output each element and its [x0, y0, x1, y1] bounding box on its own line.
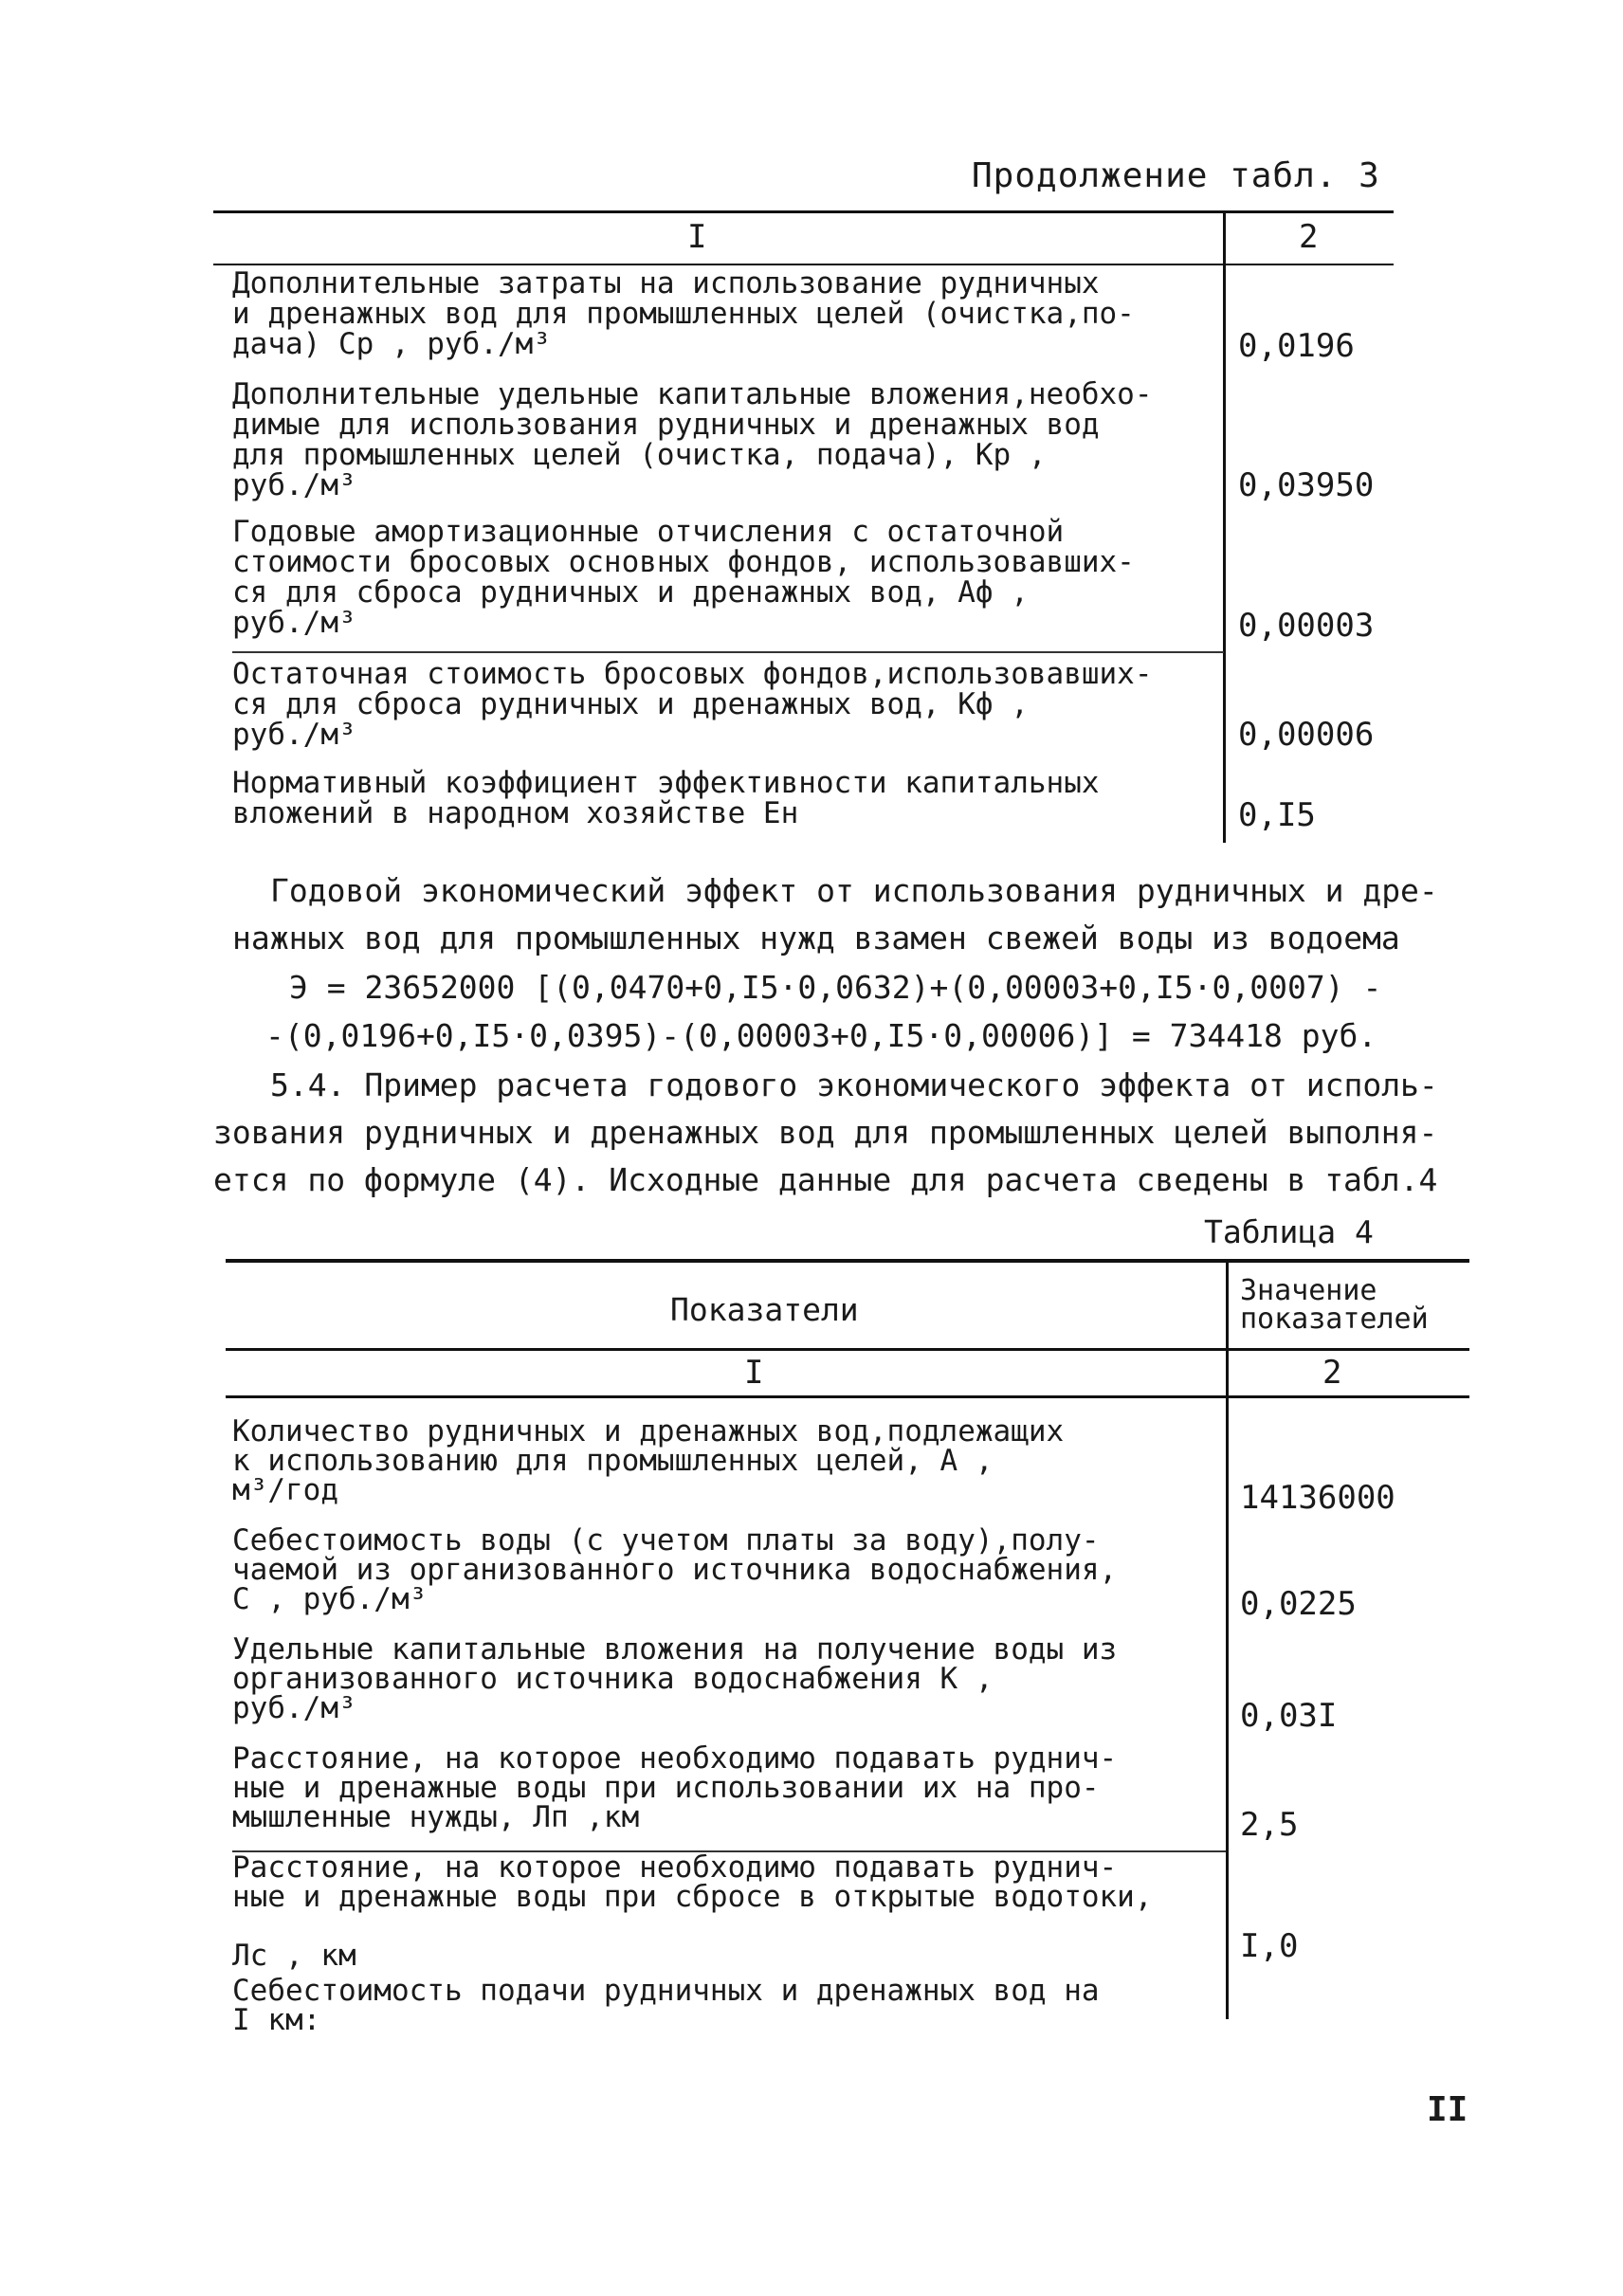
table4-row-text: Расстояние, на которое необходимо подавать руднич- ные и дренажные воды при сбросе в открытые водотоки, Лс , км — [232, 1850, 1153, 1973]
paragraph-line: нажных вод для промышленных нужд взамен свежей воды из водоема — [232, 920, 1400, 957]
table4-header-rule — [226, 1348, 1469, 1351]
table3-col2-number: 2 — [1299, 218, 1319, 256]
table4-row-text: Себестоимость подачи рудничных и дренажных вод на I км: — [232, 1974, 1100, 2037]
table4-col1-number: I — [744, 1354, 764, 1392]
table4-column-divider — [1226, 1261, 1229, 2019]
continuation-caption: Продолжение табл. 3 — [972, 156, 1380, 195]
table4-row-value: 2,5 — [1240, 1806, 1299, 1844]
table3-row-text: Дополнительные затраты на использование рудничных и дренажных вод для промышленных целей (очистка,по- дача) Cр , руб./м³ — [232, 266, 1135, 361]
table3-row-text: Годовые амортизационные отчисления с остаточной стоимости бросовых основных фондов, использовавших- ся для сброса рудничных и дренажных вод, Аф , руб./м³ — [232, 515, 1135, 640]
table4-col2-number: 2 — [1322, 1354, 1342, 1392]
table4-row-value: I,0 — [1240, 1927, 1299, 1965]
table4-header-indicator: Показатели — [670, 1291, 859, 1328]
table4-number-rule — [226, 1395, 1469, 1398]
table4-top-rule — [226, 1259, 1469, 1263]
table4-caption: Таблица 4 — [1204, 1213, 1374, 1250]
table3-row-text: Дополнительные удельные капитальные вложения,необхо- димые для использования рудничных и дренажных вод для промышленных целей (очистка, подача), Кр , руб./м³ — [232, 377, 1153, 502]
table3-row-value: 0,03950 — [1238, 466, 1375, 504]
paragraph-line: ется по формуле (4). Исходные данные для расчета сведены в табл.4 — [213, 1161, 1438, 1198]
table3-column-divider — [1223, 212, 1226, 843]
table4-row-value: 14136000 — [1240, 1479, 1395, 1517]
table4-row-text: Себестоимость воды (с учетом платы за воду),полу- чаемой из организованного источника водоснабжения, С , руб./м³ — [232, 1523, 1118, 1616]
table3-top-rule — [213, 210, 1394, 213]
table3-col1-number: I — [687, 218, 707, 256]
paragraph-line: 5.4. Пример расчета годового экономического эффекта от исполь- — [270, 1066, 1438, 1103]
table3-row-value: 0,00003 — [1238, 607, 1375, 645]
table3-row-value: 0,0196 — [1238, 327, 1355, 365]
table3-row-value: 0,I5 — [1238, 796, 1316, 834]
table3-row-text: Нормативный коэффициент эффективности капитальных вложений в народном хозяйстве Eн — [232, 766, 1100, 830]
table4-row-value: 0,0225 — [1240, 1585, 1357, 1623]
table3-row-value: 0,00006 — [1238, 716, 1375, 754]
table4-header-value: Значение показателей — [1240, 1274, 1429, 1336]
table3-row-text: Остаточная стоимость бросовых фондов,использовавших- ся для сброса рудничных и дренажных вод, Кф , руб./м³ — [232, 657, 1153, 752]
paragraph-line: Годовой экономический эффект от использования рудничных и дре- — [270, 872, 1438, 909]
page-number: II — [1427, 2090, 1468, 2129]
table3-row-separator — [232, 651, 1224, 653]
table3-header-rule — [213, 264, 1394, 265]
table4-row-value: 0,03I — [1240, 1697, 1338, 1735]
formula-line: Э = 23652000 [(0,0470+0,I5·0,0632)+(0,00003+0,I5·0,0007) - — [289, 969, 1382, 1006]
paragraph-line: зования рудничных и дренажных вод для промышленных целей выполня- — [213, 1114, 1438, 1151]
table4-row-text: Расстояние, на которое необходимо подавать руднич- ные и дренажные воды при использовании их на про- мышленные нужды, Лп ,км — [232, 1741, 1118, 1834]
formula-line: -(0,0196+0,I5·0,0395)-(0,00003+0,I5·0,00006)] = 734418 руб. — [265, 1017, 1377, 1054]
table4-row-text: Удельные капитальные вложения на получение воды из организованного источника водоснабжения К , руб./м³ — [232, 1632, 1118, 1725]
table4-row-text: Количество рудничных и дренажных вод,подлежащих к использованию для промышленных целей, А , м³/год — [232, 1414, 1065, 1507]
